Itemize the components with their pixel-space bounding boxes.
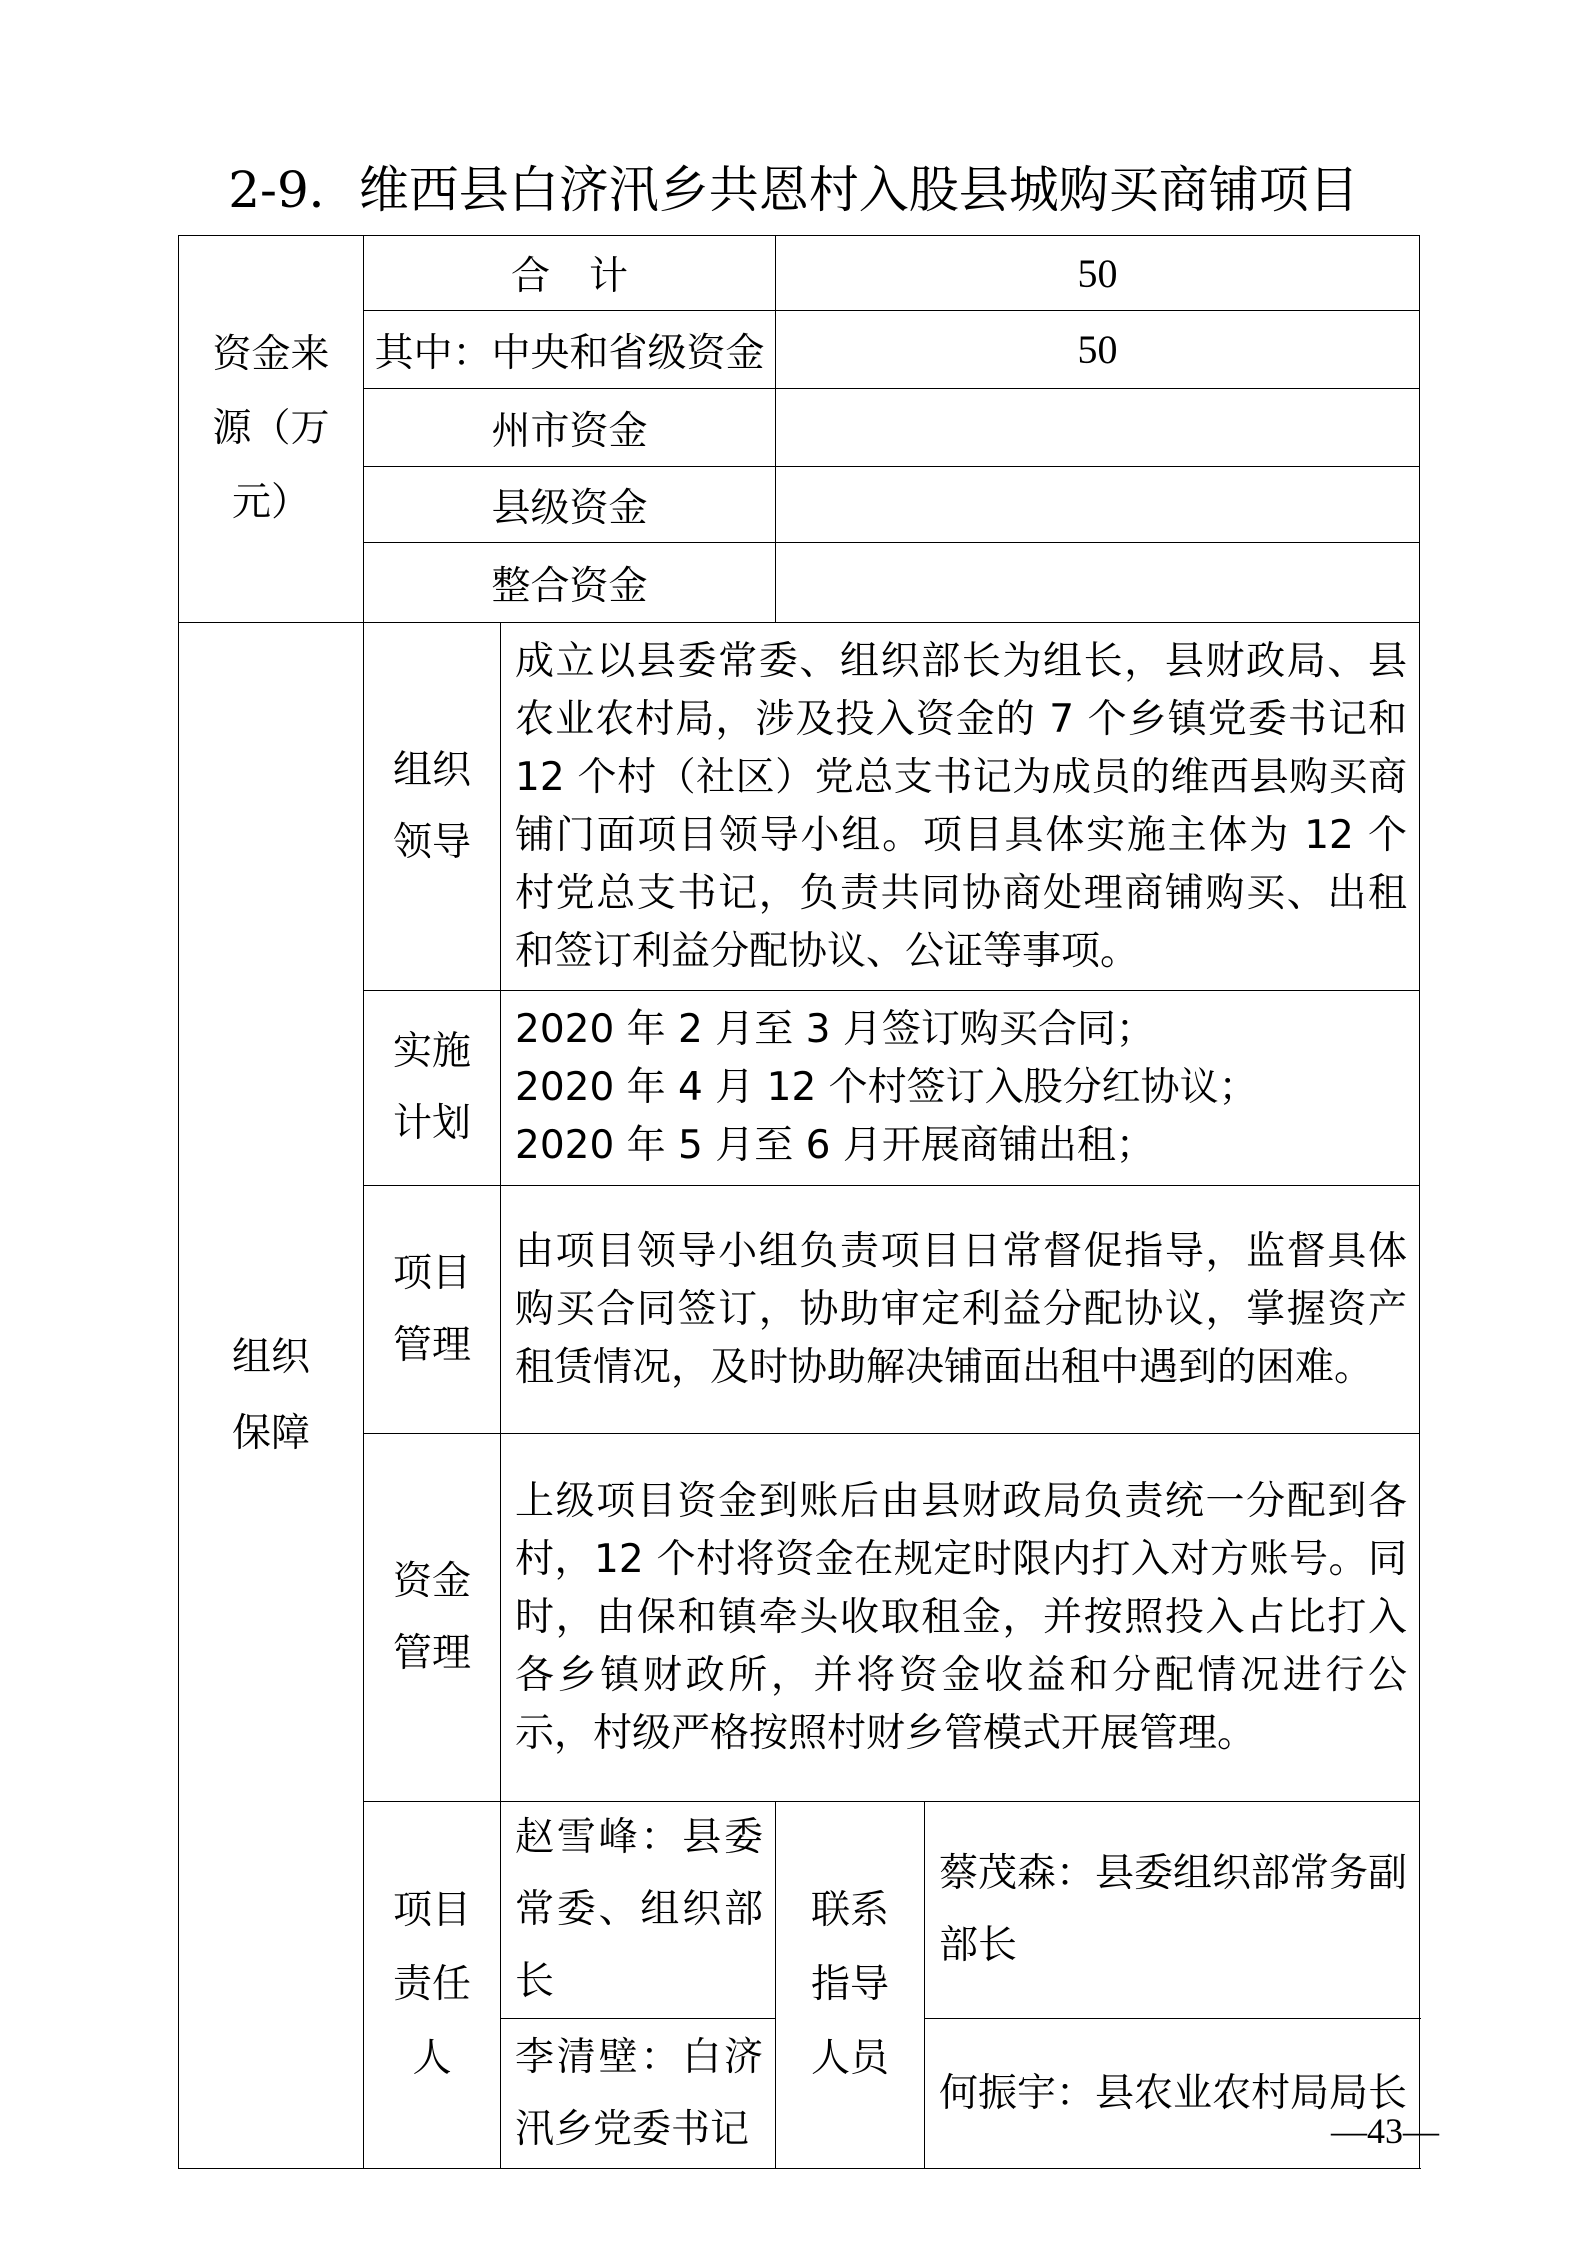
liaison-person: 蔡茂森：县委组织部常务副部长 (925, 1802, 1420, 2019)
funding-value: 50 (776, 311, 1420, 389)
liaison-label-cell (776, 1802, 925, 2169)
funding-label: 其中：中央和省级资金 (364, 311, 776, 389)
project-management-row (179, 1186, 1420, 1434)
plan-label-cell (364, 991, 501, 1186)
leadership-text: 成立以县委常委、组织部长为组长，县财政局、县农业农村局，涉及投入资金的 7 个乡镇党委书记和 12 个村（社区）党总支书记为成员的维西县购买商铺门面项目领导小组。项目具体实施主体为 12 个村党总支书记，负责共同协商处理商铺购买、出租和签订利益分配协议、公证等事项。 (501, 623, 1420, 991)
fund-management-text: 上级项目资金到账后由县财政局负责统一分配到各村，12 个村将资金在规定时限内打入对方账号。同时，由保和镇牵头收取租金，并按照投入占比打入各乡镇财政所，并将资金收益和分配情况进行公示，村级严格按照村财乡管模式开展管理。 (501, 1434, 1420, 1802)
responsible-person: 赵雪峰：县委常委、组织部长 (501, 1802, 776, 2019)
funding-section-label: 资金来源（万元） (212, 332, 330, 525)
project-management-text: 由项目领导小组负责项目日常督促指导，监督具体购买合同签订，协助审定利益分配协议，掌握资产租赁情况，及时协助解决铺面出租中遇到的困难。 (501, 1186, 1420, 1434)
responsible-label-cell (364, 1802, 501, 2169)
fund-management-row (179, 1434, 1420, 1802)
project-management-label: 项目管理 (392, 1250, 471, 1368)
plan-line: 2020 年 4 月 12 个村签订入股分红协议； (515, 1065, 1258, 1110)
organization-section-cell (179, 623, 364, 2169)
plan-row (179, 991, 1420, 1186)
funding-label: 县级资金 (364, 467, 776, 543)
funding-section-cell (179, 236, 364, 623)
responsible-person: 李清壁：白济汛乡党委书记 (501, 2019, 776, 2169)
page-title: 2-9．维西县白济汛乡共恩村入股县城购买商铺项目 (228, 161, 1359, 219)
funding-row-county (179, 467, 1420, 543)
funding-value (776, 543, 1420, 623)
plan-line: 2020 年 5 月至 6 月开展商铺出租； (515, 1123, 1155, 1168)
liaison-label: 联系指导人员 (811, 1888, 890, 2081)
responsible-row-1 (179, 1802, 1420, 2019)
project-management-label-cell (364, 1186, 501, 1434)
leadership-label: 组织领导 (392, 747, 471, 865)
responsible-label: 项目责任人 (392, 1888, 471, 2081)
funding-row-total (179, 236, 1420, 311)
page-number: —43— (1331, 2111, 1439, 2151)
plan-label: 实施计划 (392, 1029, 471, 1146)
funding-row-central (179, 311, 1420, 389)
funding-row-integrated (179, 543, 1420, 623)
funding-label: 州市资金 (364, 389, 776, 467)
plan-cell (501, 991, 1420, 1186)
liaison-person: 何振宇：县农业农村局局长 (925, 2019, 1420, 2169)
funding-value (776, 467, 1420, 543)
fund-management-label: 资金管理 (392, 1558, 471, 1676)
funding-label: 合 计 (364, 236, 776, 311)
project-table (178, 235, 1420, 2169)
funding-value (776, 389, 1420, 467)
funding-row-prefecture (179, 389, 1420, 467)
plan-line: 2020 年 2 月至 3 月签订购买合同； (515, 1007, 1155, 1052)
funding-value: 50 (776, 236, 1420, 311)
leadership-row (179, 623, 1420, 991)
organization-section-label: 组织保障 (231, 1334, 310, 1456)
leadership-label-cell (364, 623, 501, 991)
funding-label: 整合资金 (364, 543, 776, 623)
fund-management-label-cell (364, 1434, 501, 1802)
